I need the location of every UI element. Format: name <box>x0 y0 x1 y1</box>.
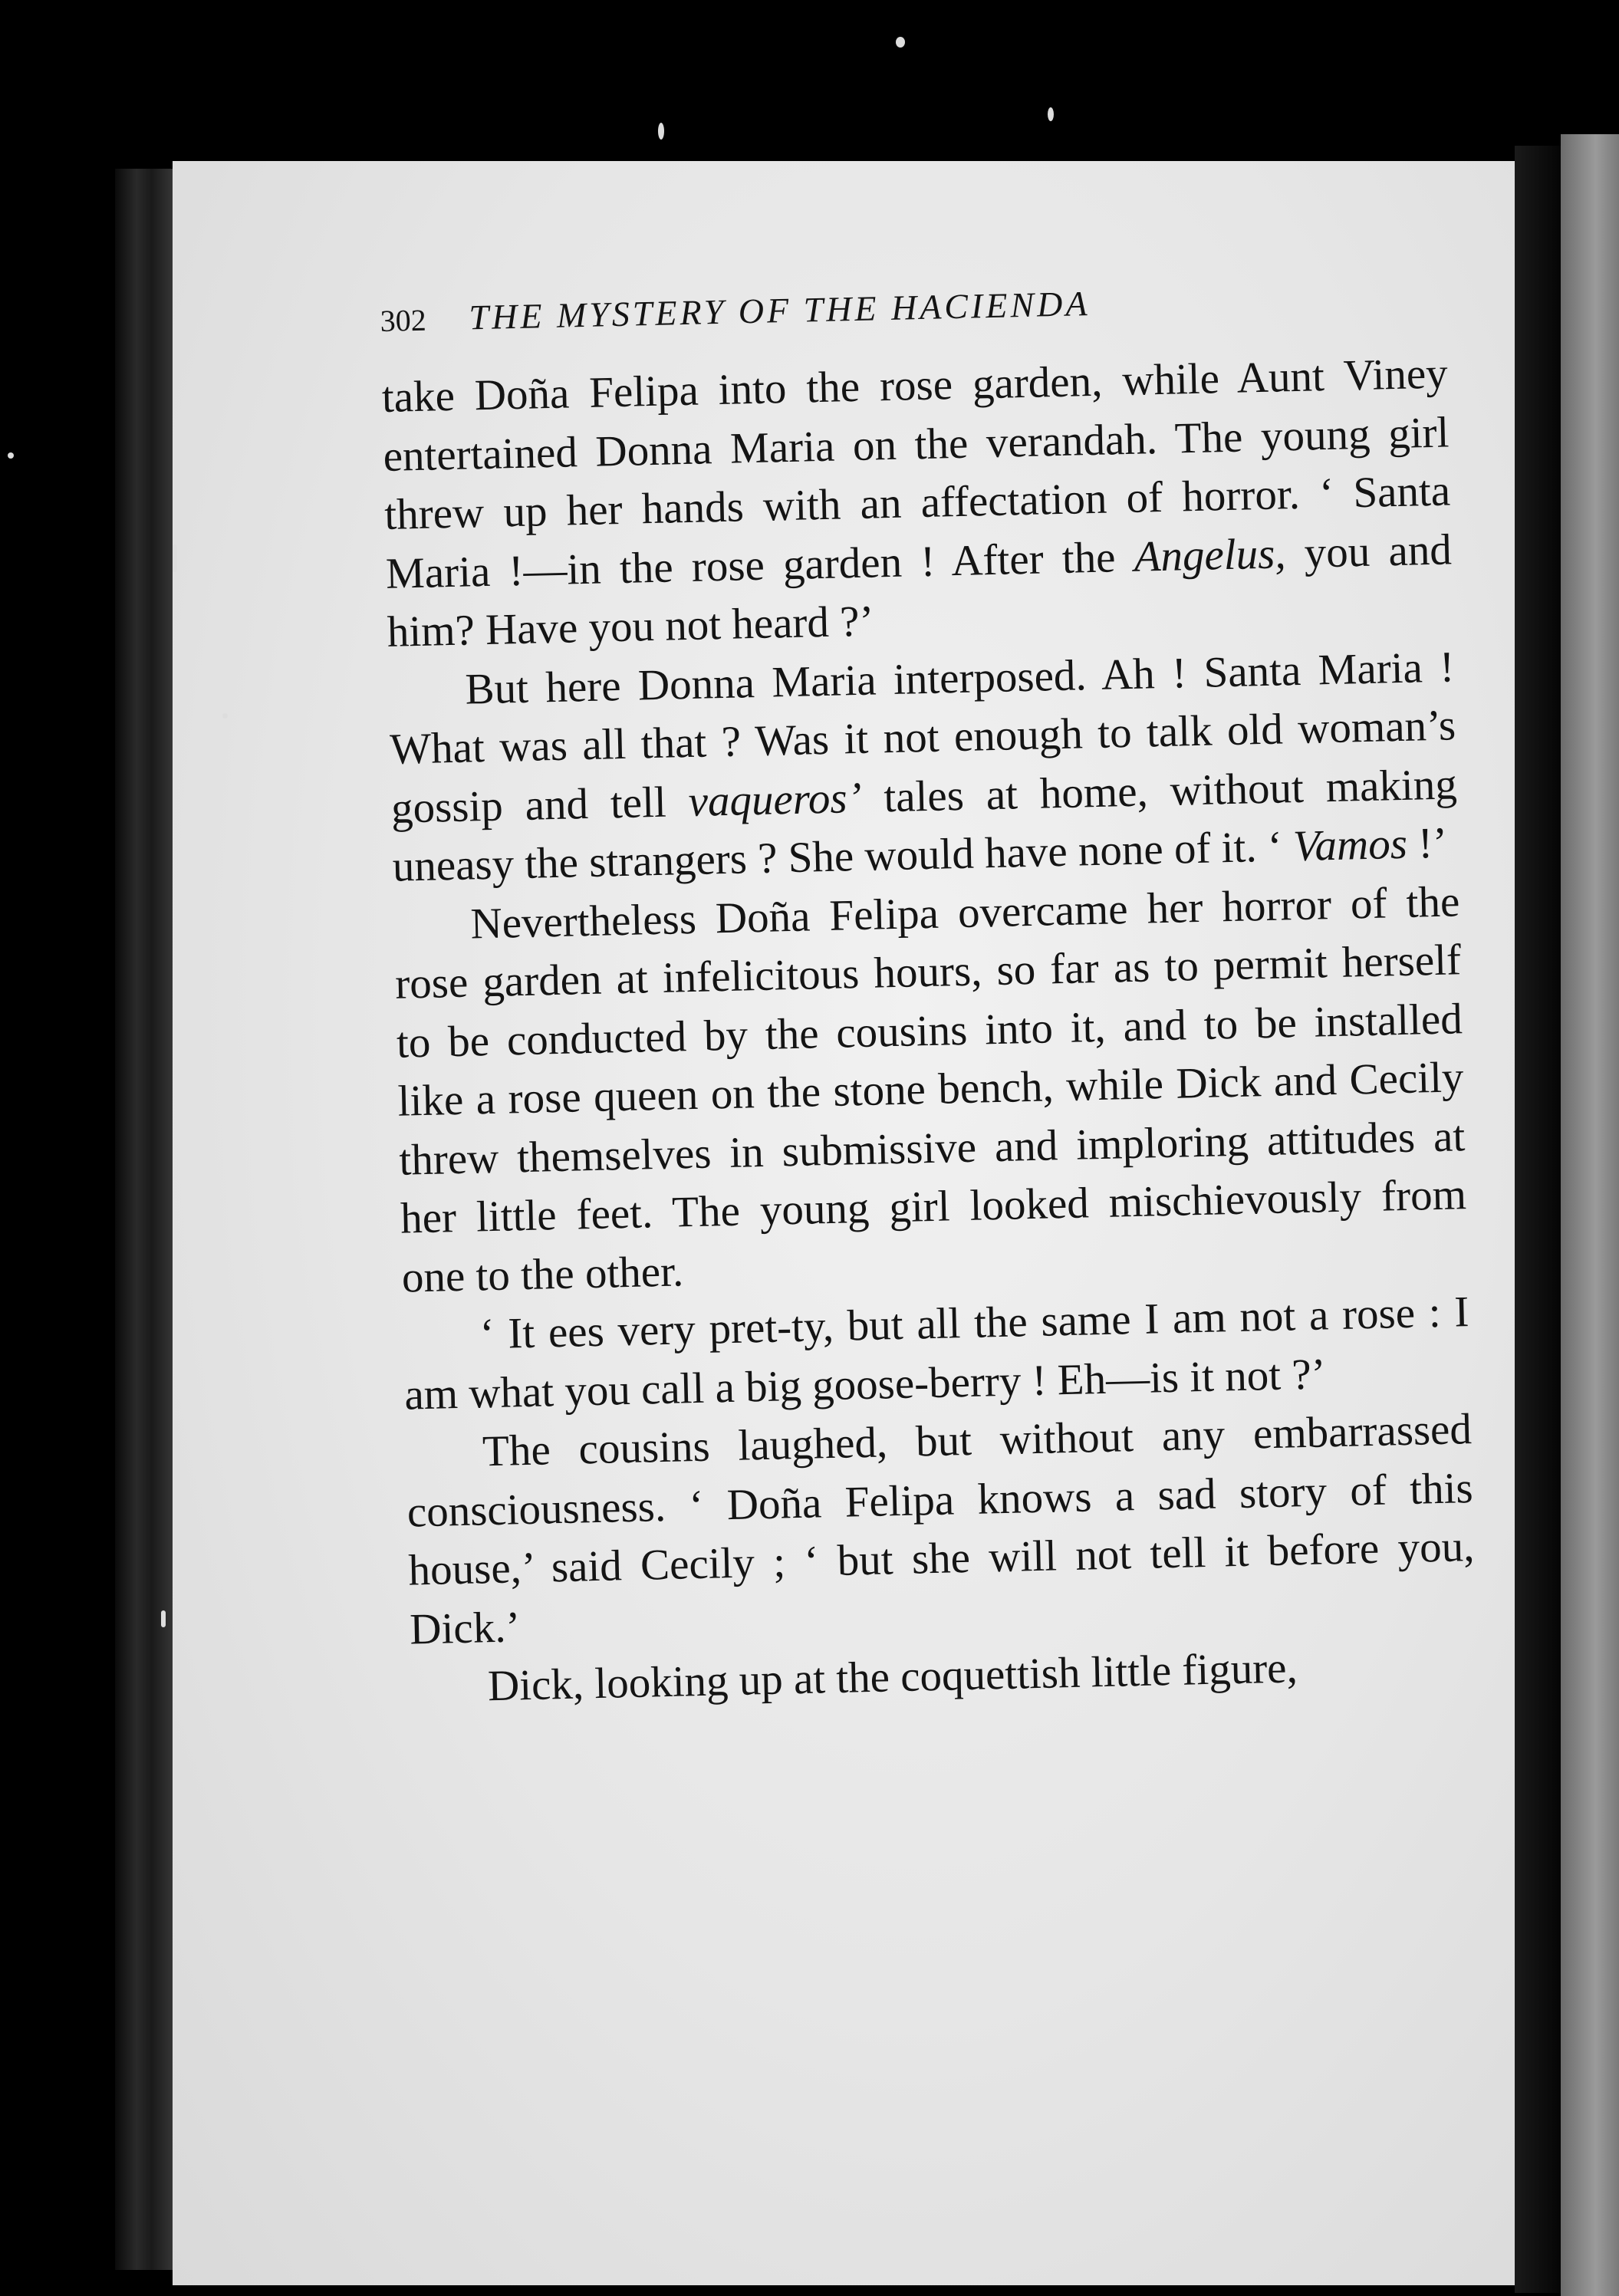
text-run: !’ <box>1407 818 1448 868</box>
scan-speck <box>222 713 228 719</box>
paragraph: ‘ It ees very pret-ty, but all the same I am not a rose : I am what you call a big goose-berry ! Eh—is it not ?’ <box>403 1288 1470 1419</box>
paragraph: The cousins laughed, but without any embarrassed consciousness. ‘ Doña Felipa knows a sad story of this house,’ said Cecily ; ‘ but she will not tell it before you, Dick.’ <box>406 1405 1475 1654</box>
running-title: THE MYSTERY OF THE HACIENDA <box>468 283 1091 337</box>
text-run: tales at home, without making uneasy the strangers ? She would have none of it. ‘ <box>392 759 1458 891</box>
italic-run: Vamos <box>1292 819 1408 871</box>
italic-run: vaqueros’ <box>687 773 863 826</box>
text-run: you and him? Have you not heard ?’ <box>387 525 1453 656</box>
text-run: But here Donna Maria interposed. Ah ! Santa Maria ! What was all that ? Was it not enough to talk old woman’s gossip and tell <box>389 642 1456 833</box>
paragraph: Nevertheless Doña Felipa overcame her horror of the rose garden at infelicitous hours, so far as to permit herself to be conducted by the cousins into it, and to be installed like a rose queen on the stone bench, while Dick and Cecily threw themselves in submissive and imploring attitudes at her little feet. The young girl looked mischievously from one to the other. <box>394 877 1467 1302</box>
scan-speck <box>173 544 177 572</box>
body-text <box>381 344 1478 1718</box>
italic-run: Angelus, <box>1133 528 1287 581</box>
paragraph <box>381 344 1453 662</box>
scan-speck <box>161 1610 166 1627</box>
scan-speck <box>1048 107 1054 121</box>
page-stack-edge <box>115 169 176 2270</box>
page-content <box>380 275 1478 1718</box>
binding-gutter <box>1515 146 1561 2293</box>
text-run: take Doña Felipa into the rose garden, while Aunt Viney entertained Donna Maria on the verandah. The young girl threw up her hands with an affectation of horror. ‘ Santa Maria !—in the rose garden ! After the <box>381 349 1451 598</box>
scan-speck <box>8 452 14 459</box>
paragraph: Dick, looking up at the coquettish little figure, <box>487 1643 1298 1711</box>
paragraph <box>388 638 1459 896</box>
scan-speck <box>896 37 905 48</box>
scan-speck <box>658 123 664 140</box>
page-number: 302 <box>380 302 427 338</box>
facing-page-edge <box>1561 134 1619 2296</box>
